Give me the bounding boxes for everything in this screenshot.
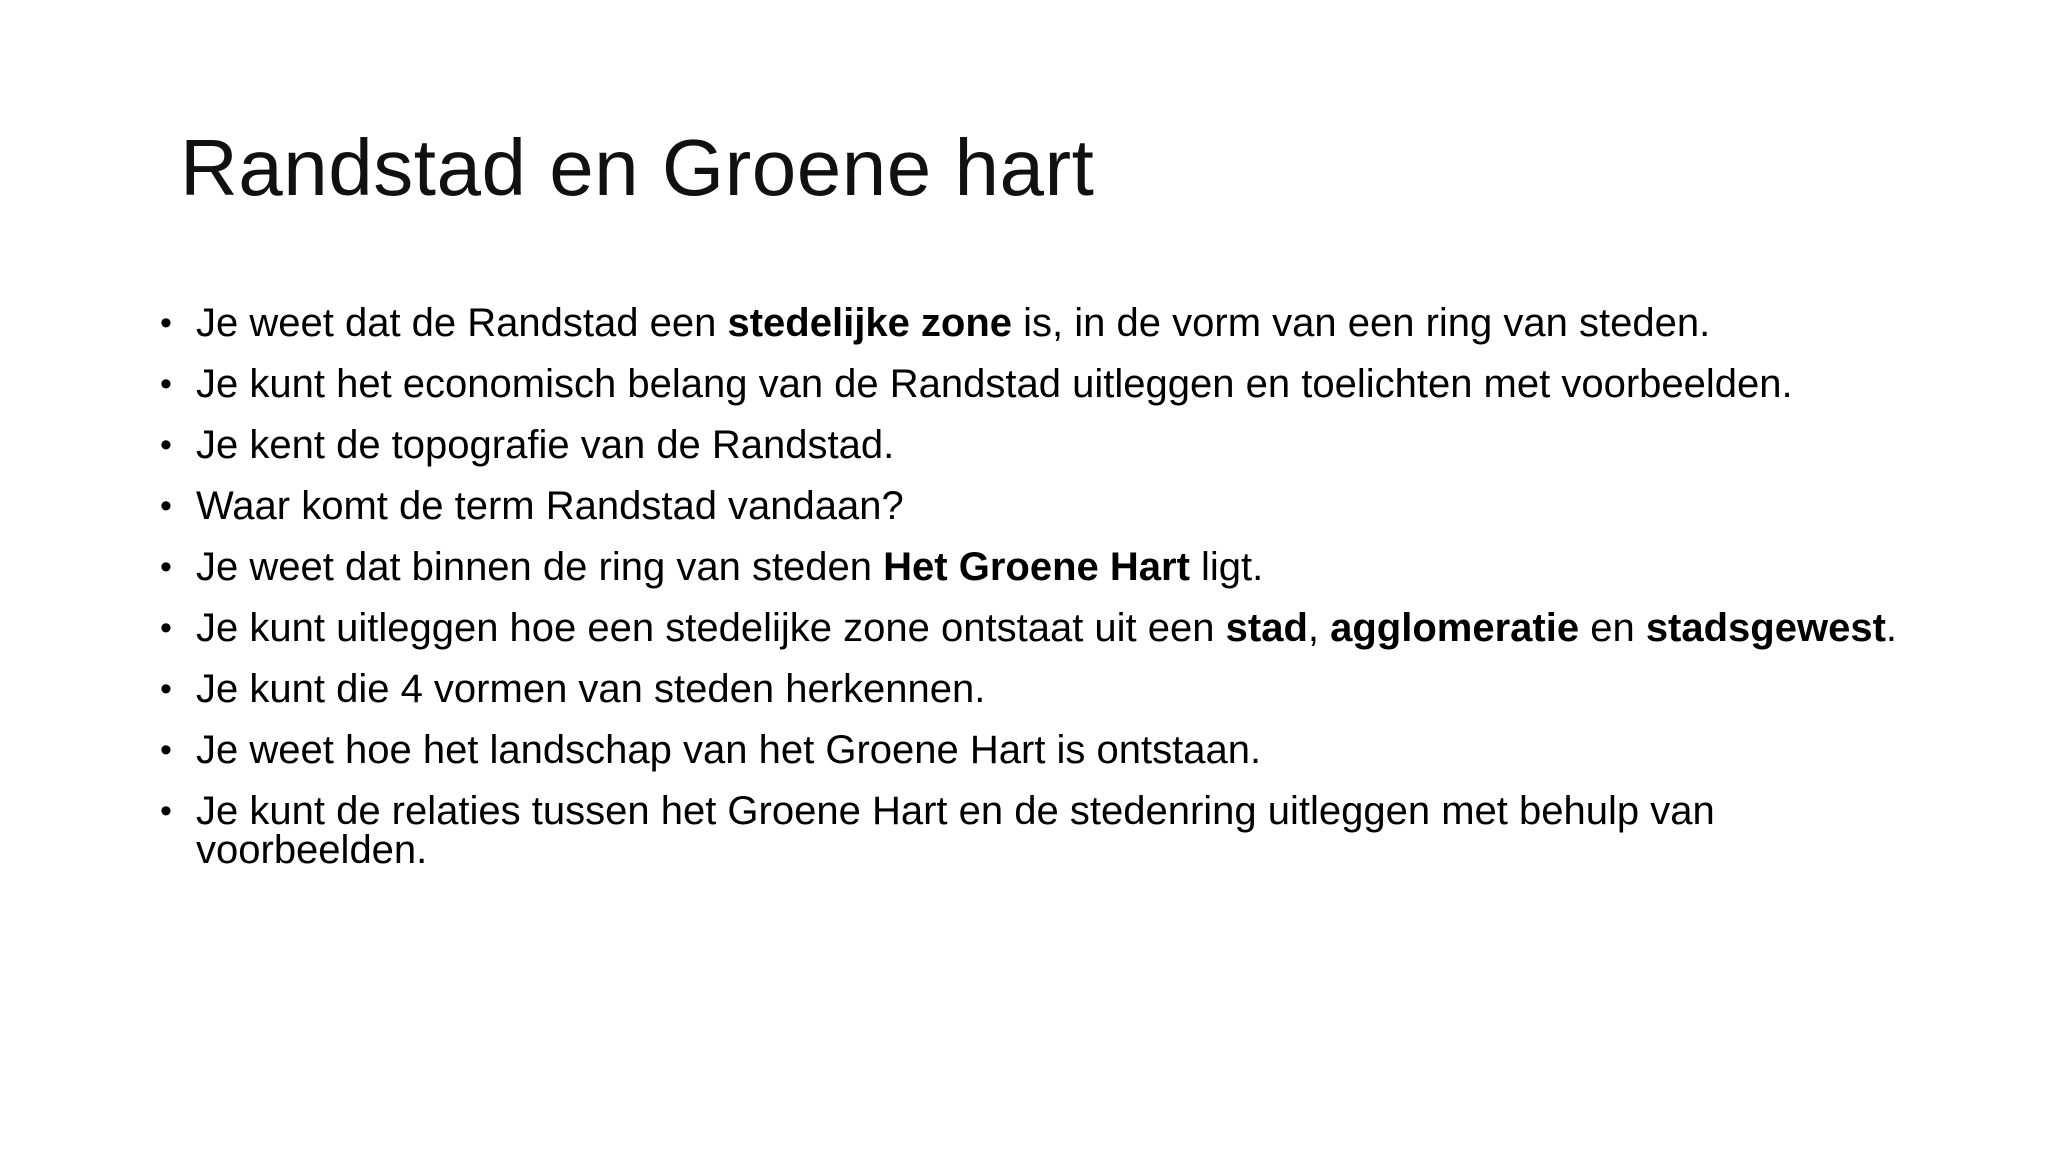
- bold-term: agglomeratie: [1330, 606, 1580, 650]
- bullet-item-9: [160, 789, 1900, 872]
- bullet-text: Waar komt de term Randstad vandaan?: [196, 484, 904, 528]
- bullet-item-1: [160, 301, 1900, 345]
- bullet-icon: •: [160, 426, 172, 464]
- bullet-text: [196, 606, 1897, 650]
- bullet-text: [196, 545, 1263, 589]
- bold-term: stedelijke zone: [727, 301, 1013, 345]
- bullet-text-part: Je weet dat de Randstad een: [196, 301, 728, 345]
- bullet-text: Je weet hoe het landschap van het Groene Hart is ontstaan.: [196, 728, 1262, 772]
- bold-term: stad: [1225, 606, 1308, 650]
- bullet-item-4: [160, 484, 1900, 528]
- slide-title: Randstad en Groene hart: [180, 123, 1095, 212]
- bullet-icon: •: [160, 792, 172, 830]
- bullet-item-7: [160, 667, 1900, 711]
- bullet-list: [160, 301, 1900, 892]
- bullet-icon: •: [160, 548, 172, 586]
- bullet-icon: •: [160, 609, 172, 647]
- bullet-text: Je kunt die 4 vormen van steden herkennen.: [196, 667, 986, 711]
- bullet-icon: •: [160, 365, 172, 403]
- bullet-text-part: ,: [1307, 606, 1331, 650]
- bullet-icon: •: [160, 304, 172, 342]
- bullet-text: Je kunt de relaties tussen het Groene Hart en de stedenring uitleggen met behulp van voorbeelden.: [196, 789, 1715, 872]
- bold-term: stadsgewest: [1645, 606, 1886, 650]
- bullet-icon: •: [160, 731, 172, 769]
- bullet-text-part: .: [1885, 606, 1898, 650]
- bold-term: Het Groene Hart: [883, 545, 1190, 589]
- bullet-item-3: [160, 423, 1900, 467]
- bullet-text-part: ligt.: [1189, 545, 1264, 589]
- bullet-text: Je kunt het economisch belang van de Randstad uitleggen en toelichten met voorbeelden.: [196, 362, 1793, 406]
- bullet-item-5: [160, 545, 1900, 589]
- bullet-item-8: [160, 728, 1900, 772]
- bullet-icon: •: [160, 670, 172, 708]
- bullet-text-part: Je weet dat binnen de ring van steden: [196, 545, 884, 589]
- bullet-text: [196, 301, 1710, 345]
- bullet-text-part: en: [1579, 606, 1646, 650]
- bullet-text-part: is, in de vorm van een ring van steden.: [1012, 301, 1711, 345]
- bullet-item-6: [160, 606, 1900, 650]
- bullet-icon: •: [160, 487, 172, 525]
- bullet-text-part: Je kunt uitleggen hoe een stedelijke zone ontstaat uit een: [196, 606, 1226, 650]
- bullet-item-2: [160, 362, 1900, 406]
- bullet-text: Je kent de topografie van de Randstad.: [196, 423, 895, 467]
